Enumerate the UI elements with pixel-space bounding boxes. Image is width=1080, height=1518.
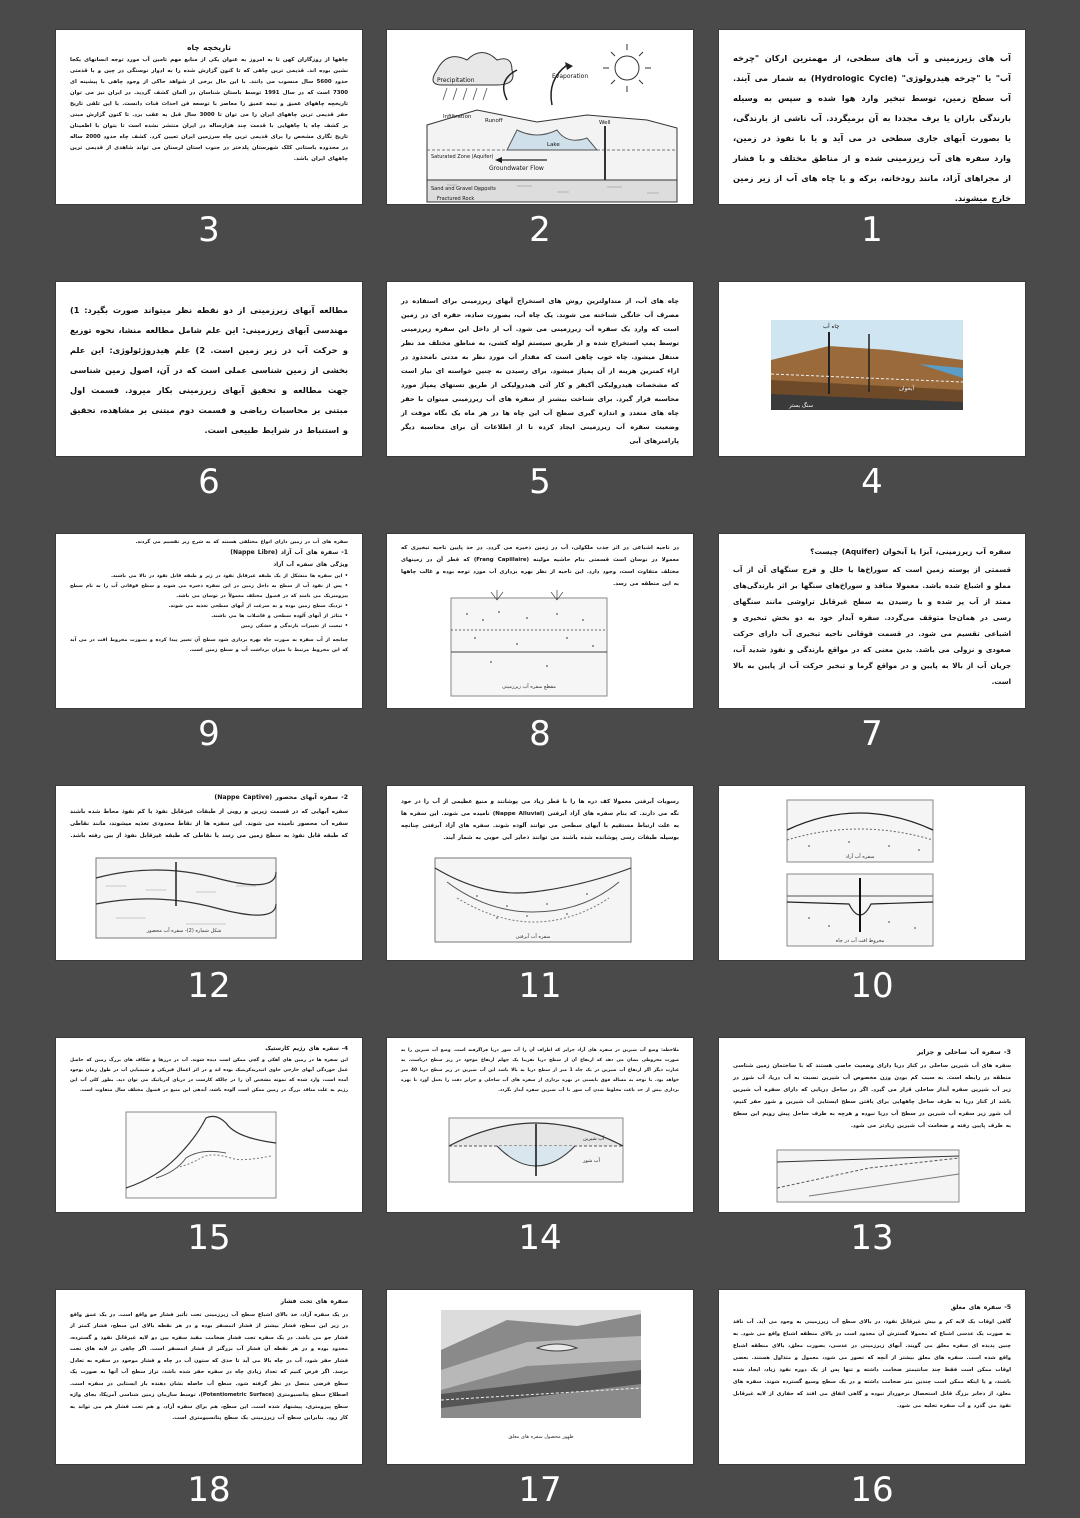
slide-thumbnail[interactable] bbox=[719, 534, 1025, 708]
slide-thumbnail[interactable] bbox=[719, 30, 1025, 204]
slide-thumbnail[interactable] bbox=[56, 1290, 362, 1464]
precipitation-label: Precipitation bbox=[437, 77, 475, 84]
saturated-zone-label: Saturated Zone (Aquifer) bbox=[431, 154, 494, 160]
well-label: Well bbox=[599, 120, 611, 126]
slide-body: چاه های آب، از متداولترین روش های استخراج آبهای زیرزمینی برای استفاده در مصرف آب خانگی شناخته می شوند. یک چاه آب، بصورت ساده، حفره ای در زمین است که وارد یک سفره آب زیرزمینی می شود. آب از داخل این سفره زیرزمینی توسط پمپ استخراج شده و از طریق سیستم لوله کشی، به مناطق مختلف مد نظر منتقل میشود. چاه خوب چاهی است که مقدار آب مورد نظر به مدتی نامحدود در ازاء کمترین هزینه از آن پمپاژ میشود. برای رسیدن به چنین خواسته ای نیاز است که مشخصات هیدرولیکی آکیفر و کار آئی هیدرولیکی از طریق تستهای پمپاژ مورد محاسبه قرار گیرد. برای شناخت بیشتر از سفره های آب زیرزمینی میتوان با حفر چاه های متعدد و اندازه گیری سطح آب این چاه ها در هر ماه یک نگاه موقت از وضعیت سفره آب زیرزمینی ایجاد کرده تا از اطلاعات آن برای محاسبه دیگر پارامترهای آبی bbox=[401, 297, 679, 445]
free-aquifer-figures bbox=[719, 786, 1025, 960]
slide-thumbnail[interactable] bbox=[56, 30, 362, 204]
slide-thumbnail[interactable] bbox=[387, 30, 693, 204]
slide-number: 4 bbox=[861, 462, 883, 502]
slide-number: 13 bbox=[850, 1218, 894, 1258]
slide-thumbnail[interactable] bbox=[56, 786, 362, 960]
slide-thumbnail[interactable] bbox=[387, 1038, 693, 1212]
slide-body: سفره های آب شیرین ساحلی در کنار دریا دارای وضعیت خاصی هستند که با ساختمان زمین شناسی منطقه در رابطه است. به سبب کم بودن وزن مخصوص آب شیرین نسبت به آب دریا، آب شور در زیر آب شیرین سفره آبدار ساحلی قرار می گیرد. اگر در ساحل دریایی که دارای سفره آب شیرین باشد از کنار دریا به طرف ساحل چاههایی برای یافتن سطح ایستایی آب شیرین و شور حفر کنیم، آب شور زیر سفره آب شیرین در سطح آب دریا نبوده و هرچه به طرف ساحل پیش رویم این سطح به طرف پایین رفته و ضخامت آب شیرین زیادتر می شود. bbox=[733, 1063, 1011, 1129]
salt-water-label: آب شور bbox=[583, 1158, 600, 1164]
slide-body: مطالعه آبهای زیرزمینی از دو نقطه نظر میتواند صورت بگیرد: 1) مهندسی آبهای زیرزمینی: این علم شامل مطالعه منشا، نحوه توزیع و حرکت آب در زیر زمین است. 2) علم هیدروژئولوژی: این علم بخشی از زمین شناسی عملی است که در آن، اصول زمین شناسی جهت مطالعه و تحقیق آبهای زیرزمینی بکار میرود. قسمت اول مبتنی بر محاسبات ریاضی و قسمت دوم مبتنی بر مشاهده، تحقیق و استنباط در شرایط طبیعی است. bbox=[70, 305, 348, 435]
slide-thumbnail[interactable] bbox=[387, 534, 693, 708]
slide-title: 2- سفره آبهای محصور (Nappe Captive) bbox=[214, 794, 348, 801]
slide-number: 11 bbox=[518, 966, 562, 1006]
slide-body: ملاحظه: وضع آب شیرین در سفره های آزاد جزایر که اطراف آن را آب شور دریا فراگرفته است. وضع آب شیرین را به صورت مخروطی نشان می دهد که ارتفاع آن از سطح دریا تقریبا یک چهلم ارتفاع موجود در زیر سطح دریاست. به عبارت دیگر اگر ارتفاع آب شیرین در یک چاه 1 متر از سطح دریا به بالا باشد این آب شیرین در زیر سطح دریا 40 متر خواهد بود. با توجه به مساله فوق بایستی در بهره برداری از سفره های آب ساحلی و جزایر دقت را بعمل آورد تا بهره برداری بیش از حد باعث مخلوط شدن آب شور با آب شیرین سفره آبدار نگردد. bbox=[401, 1048, 679, 1093]
evaporation-label: Evaporation bbox=[552, 73, 589, 80]
slide-body: چاهها از روزگاران کهن تا به امروز به عنوان یکی از منابع مهم تامین آب مورد توجه انسانهای یکجا نشین بوده اند. قدیمی ترین چاهی که تا کنون گزارش شده را به ادوار نوسنگی در چین و با قدمتی حدود 5600 سال منسوب می دانند. با این حال برخی از شواهد حاکی از وجود چاهی با پیشینه ای 7300 است که در سال 1991 توسط باستان شناسان در آلمان کشف گردید. در ایران نیز می توان تاریخچه چاههای عمیق و نیمه عمیق را معاصر با توسعه فن احداث قنات دانست. با این تلقی تاریخ حفر قدیمی ترین چاههای ایران را می توان تا 3000 سال قبل به عقب برد. تا کنون گزارش مبنی بر کشف چاه یا چاههایی با قدمت چند هزارساله در ایران منتشر نشده است تا بتوان با اطمینان تاریخ نگاری مشخص را برای قدیمی ترین چاه سرزمین ایران تعیین کرد. کشف چاه حدود 2000 ساله در محدوده باستانی کلک شهرستان پلدختر در جنوب استان لرستان می تواند شاهدی از قدیمی ترین چاههای ایران باشد. bbox=[70, 57, 349, 162]
slide-subtitle: ویژگی های سفره آب آزاد bbox=[273, 562, 348, 568]
slide-title: 4- سفره های رژیم کارستیک bbox=[265, 1046, 348, 1052]
slide-body: گاهی اوقات یک لایه کم و بیش غیرقابل نفوذ، در بالای سطح آب زیرزمینی به وجود می آید. آب نافذ به صورت یک عدسی اشباع که معمولا گسترش آن محدود است در بالای منطقه اشباع واقع می شود. به چنین پدیده ای سفره معلق می گویند. آبهای زیرزمینی در عدسی، بصورت معلق، بالای منطقه اشباع واقع شده است. سفره های معلق بیشتر از آنچه که تصور می شود، معمول و متداول هستند. بعضی اوقات ممکن است فقط چند سانتیمتر ضخامت داشته و تنها پس از یک دوره نفوذ زیاد، ایجاد شده باشند، و یا اینکه ممکن است چندین متر ضخامت داشته و در یک سطح وسیع گسترده شوند. سفره های معلق، از ذخایر بزرگ قابل استحصال برخوردار نبوده و گاهی اتفاق می افتد که حفاری از لایه غیرقابل نفوذ می گذرد و آب سفره تخلیه می شود. bbox=[733, 1319, 1011, 1409]
slide-number: 5 bbox=[529, 462, 551, 502]
slide-number: 1 bbox=[861, 210, 883, 250]
slide-thumbnail[interactable] bbox=[719, 282, 1025, 456]
confined-aquifer-figure bbox=[56, 786, 362, 960]
figure-caption: سفره آب آبرفتی bbox=[515, 934, 551, 940]
slide-number: 8 bbox=[529, 714, 551, 754]
slide-body: رسوبات آبرفتی معمولا کف دره ها را با قطر زیاد می پوشانند و منبع عظیمی از آب را در خود نگه می دارند. که بنام سفره های آزاد آبرفتی (Nappe Alluvial) نامیده می شوند. این سفره ها به علت ارتباط مستقیم با آبهای سطحی می توانند آلوده شوند. سفره های آزاد آبرفتی چنانچه بوسیله طبقات رسی پوشانده شده باشند می توانند ذخایر آبی خوبی به شمار آیند. bbox=[401, 799, 679, 841]
hydrologic-cycle-diagram bbox=[387, 30, 693, 204]
slide-thumbnail[interactable] bbox=[56, 534, 362, 708]
slide-title: سفره های تحت فشار bbox=[280, 1298, 348, 1305]
slide-body: آب های زیرزمینی و آب های سطحی، از مهمترین ارکان "چرخه آب" یا "چرخه هیدرولوژی" (Hydrologic Cycle) به شمار می آیند. آب سطح زمین، توسط تبخیر وارد هوا شده و سپس به وسیله بارندگی باران یا برف مجددا به آن برمیگردد. آب ناشی از بارندگی، یا بصورت آبهای جاری سطحی در می آید و یا با نفوذ در زمین، وارد سفره های آب زیرزمینی شده و از مناطق مختلف و با فشار از مجراهای آزاد، مانند رودخانه، برکه و یا چاه های آب از زیر زمین خارج میشوند. bbox=[733, 53, 1011, 203]
slide-thumbnail[interactable] bbox=[56, 282, 362, 456]
coastal-aquifer-figure bbox=[719, 1038, 1025, 1212]
slide-thumbnail[interactable] bbox=[387, 282, 693, 456]
slide-thumbnail[interactable] bbox=[719, 1290, 1025, 1464]
alluvial-aquifer-figure bbox=[387, 786, 693, 960]
slide-body: در یک سفره آزاد، حد بالای اشباع سطح آب زیرزمینی تحت تأثیر فشار جو واقع است. در یک عمق واقع در زیر این سطح، فشار بیشتر از فشار اتمسفر بوده و در هر نقطه بالای این سطح، فشار کمتر از فشار جو می باشد. در یک سفره تحت فشار ضخامت مفید سفره بین دو لایه غیرقابل نفوذ و گسترده، محدود بوده و در هر نقطه آن فشار آب بزرگتر از فشار اتمسفر است. اگر چاهی در لایه های تحت فشار حفر شود، آب در چاه بالا می آید تا حدی که ستون آب در چاه و فشار موجود در سفره به تعادل برسد. اگر فرض کنیم که تعداد زیادی چاه در سفره حفر شده باشد، تراز سطح آب آنها به صورت یک سطح فرضی متصل در نظر گرفته شود. سطح آب حاصله نشان دهنده بار ایستایی در سفره است. اصطلاح سطح پتانسیومتری (Potentiometric Surface)، توسط سازمان زمین شناسی آمریکا، بجای واژه سطح پیزومتری، پیشنهاد شده است. این سطح، هم برای سفره آزاد، و هم تحت فشار هم می تواند به کار رود. بنابراین سطح آب زیرزمینی یک سطح پتانسیومتری است. bbox=[70, 1311, 348, 1421]
slide-thumbnail[interactable] bbox=[387, 1290, 693, 1464]
figure-caption: مقطع سفره آب زیرزمینی bbox=[502, 684, 556, 690]
slide-body: در ناحیه اشباعی در اثر جذب ملکولی، آب در زمین ذخیره می گردد. در حد پایین ناحیه تبخیری که معمولا در نوسان است قسمتی بنام حاشیه مولینه (Frang Capillaire) که قطر آن در زمینهای مختلف متفاوت است، وجود دارد. این ناحیه از نظر بهره برداری آب مورد توجه بوده و غالب چاهها به این منطقه می رسد. bbox=[401, 545, 679, 587]
slide-thumbnail[interactable] bbox=[719, 1038, 1025, 1212]
infiltration-label: Infiltration bbox=[443, 114, 472, 120]
slide-number: 15 bbox=[187, 1218, 231, 1258]
slide-number: 3 bbox=[198, 210, 220, 250]
bullet-item: • این سفره ها متشکل از یک طبقه غیرقابل نفوذ در زیر و طبقه قابل نفوذ در بالا می باشند. bbox=[111, 574, 348, 579]
well-label: چاه آب bbox=[823, 324, 840, 330]
slide-title: سفره آب زیرزمینی، آبزا یا آبخوان (Aquifer) چیست؟ bbox=[810, 547, 1011, 556]
slide-thumbnail[interactable] bbox=[719, 786, 1025, 960]
sand-gravel-label: Sand and Gravel Deposits bbox=[431, 186, 496, 192]
slide-thumbnail[interactable] bbox=[56, 1038, 362, 1212]
bedrock-label: سنگ بستر bbox=[789, 403, 814, 409]
slide-title: تاریخچه چاه bbox=[187, 43, 231, 52]
perched-aquifer-figure bbox=[387, 1290, 693, 1464]
slide-title: 1- سفره های آب آزاد (Nappe Libre) bbox=[230, 549, 348, 556]
bullet-item: • تبعیت از تغییرات بارندگی و خشکی زمین bbox=[240, 624, 348, 629]
bullet-item: • نزدیک سطح زمین بوده و به سرعت از آبهای سطحی تغذیه می شوند. bbox=[168, 604, 348, 609]
slide-number: 18 bbox=[187, 1470, 231, 1510]
slide-body: قسمتی از پوسته زمین است که سوراخ‌ها یا خلل و فرج سنگهای آن از آب مملو و اشباع شده باشد. معمولا منافذ و سوراخ‌های سنگها بر اثر بارندگی‌های ممتد از آب پر شده و با رسیدن به سطح غیرقابل تراوشی مانند سنگهای رسی در همان‌جا متوقف می‌گردد. سفره آبدار خود به دو بخش تبخیری و اشباعی تقسیم می شود. در قسمت فوقانی ناحیه تبخیری آب دارای حرکت صعودی و نزولی می باشد. بدین معنی که در مواقع بارندگی و نفوذ شدید آب، جریان آب از بالا به پایین و در مواقع گرما و تبخیر حرکت آب از پایین به بالا است. bbox=[733, 566, 1011, 686]
karst-aquifer-figure bbox=[56, 1038, 362, 1212]
figure-caption: ظهور محصول سفره های معلق bbox=[508, 1434, 574, 1440]
slide-number: 7 bbox=[861, 714, 883, 754]
groundwater-flow-label: Groundwater Flow bbox=[489, 165, 544, 172]
island-aquifer-figure bbox=[387, 1038, 693, 1212]
slide-number: 14 bbox=[518, 1218, 562, 1258]
lake-label: Lake bbox=[547, 142, 560, 148]
slide-body: این سفره ها در زمین های آهکی و گچی ممکن است دیده شوند. آب در درزها و شکاف های بزرگ زمین که حاصل عمل خوردگی آبهای خارجی حاوی انیدریدکربنیک بوده اند و در اثر اعمال فیزیکی و شیمیایی آب در طول زمان بوجود آمده است، وارد شده که نمونه مشخص آن را در چالکه کارست در دریای آدریاتیک می توان دید. بطور کلی آب این رژیم به علت مناقذ بزرگ در زمین ممکن است آلوده باشد، آبدهی این منبع در فصول مختلف سال متفاوت است. bbox=[70, 1058, 348, 1093]
slide-number: 12 bbox=[187, 966, 231, 1006]
slide-number: 17 bbox=[518, 1470, 562, 1510]
slide-title: 5- سفره های معلق bbox=[950, 1304, 1011, 1311]
bullet-item: • پس از نفوذ آب از سطح به داخل زمین در این سفره ذخیره می شوند و سطح فوقانی آب را به نام سطح پیزومتریک می نامند که در فصول مختلف معمولاً در نوسان می باشد. bbox=[70, 584, 348, 599]
slide-number: 10 bbox=[850, 966, 894, 1006]
slide-title: 3- سفره آب ساحلی و جزایر bbox=[917, 1048, 1011, 1056]
aquifer-label: آبخوان bbox=[899, 386, 915, 392]
slide-footer: چنانچه از آب سفره به صورت چاه بهره برداری شود سطح آن تغییر پیدا کرده و بصورت مخروط افت در می آید که این مخروط مرتبط با میزان برداشت آب و سطح زمین است. bbox=[70, 638, 348, 653]
aquifer-section-figure bbox=[387, 534, 693, 708]
slide-number: 16 bbox=[850, 1470, 894, 1510]
well-aquifer-diagram bbox=[719, 282, 1025, 456]
slide-number: 6 bbox=[198, 462, 220, 502]
figure-caption-top: سفره آب آزاد bbox=[845, 854, 875, 860]
runoff-label: Runoff bbox=[485, 118, 503, 124]
fresh-water-label: آب شیرین bbox=[583, 1136, 605, 1142]
fractured-rock-label: Fractured Rock bbox=[437, 196, 475, 202]
slide-intro: سفره های آب در زمین دارای انواع مختلفی هستند که به شرح زیر تقسیم می گردند. bbox=[135, 540, 348, 545]
figure-caption: شکل شماره (2)- سفره آب محصور bbox=[146, 928, 222, 934]
slide-body: سفره آبهایی که در قسمت زیرین و رویی از طبقات غیرقابل نفوذ یا کم نفوذ محاط شده باشند سفره آب محصور نامیده می شوند. این سفره ها از نقاط محدودی تغذیه میشوند، مانند نقاطی که طبقه قابل نفوذ به سطح زمین می رسد یا نقاطی که طبقه غیرقابل نفوذ از بین رفته باشد. bbox=[70, 809, 348, 839]
slide-thumbnail[interactable] bbox=[387, 786, 693, 960]
figure-caption-bottom: مخروط افت آب در چاه bbox=[835, 938, 885, 944]
bullet-item: • متاثر از آبهای آلوده سطحی و فاضلاب ها می باشند. bbox=[211, 614, 348, 619]
slide-number: 9 bbox=[198, 714, 220, 754]
slide-number: 2 bbox=[529, 210, 551, 250]
